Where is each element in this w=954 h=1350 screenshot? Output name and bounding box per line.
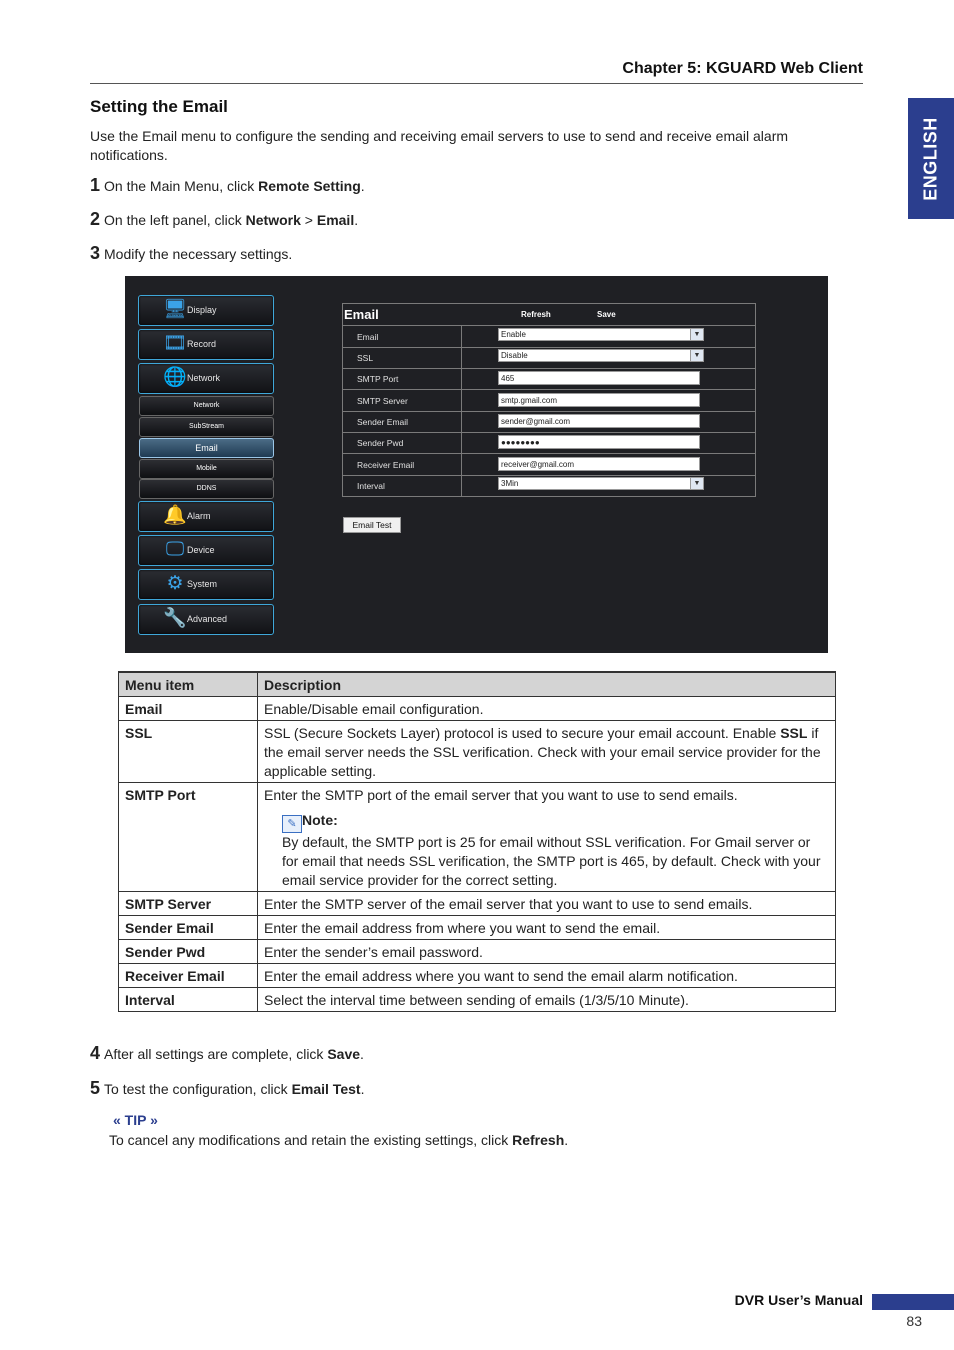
subnav-network[interactable]: Network [139, 396, 274, 416]
network-globe-icon: 🌐 [163, 367, 187, 388]
language-tab-label: ENGLISH [920, 116, 941, 201]
table-row: Email Enable/Disable email configuration. [119, 697, 836, 721]
interval-select[interactable]: 3Min ▼ [498, 477, 704, 490]
gear-icon: ⚙ [166, 573, 184, 594]
note-label: Note: [302, 812, 338, 828]
chevron-down-icon: ▼ [690, 350, 703, 361]
table-header-row [119, 672, 836, 697]
note-icon: ✎ [282, 815, 302, 833]
nav-system-button[interactable]: ⚙ System [138, 569, 274, 600]
nav-device-button[interactable]: 🖵 Device [138, 535, 274, 566]
row-smtp-port: SMTP Port 465 [343, 368, 755, 390]
receiver-email-input[interactable]: receiver@gmail.com [498, 457, 700, 471]
row-interval: Interval 3Min ▼ [343, 475, 755, 496]
subnav-substream[interactable]: SubStream [139, 417, 274, 437]
table-row: Interval Select the interval time between sending of emails (1/3/5/10 Minute). [119, 988, 836, 1012]
table-row: SSL SSL (Secure Sockets Layer) protocol is used to secure your email account. Enable SSL if the email server needs the SSL verification. Check with your email service provider for the applicable setting. [119, 721, 836, 783]
form-title: Email [344, 307, 379, 322]
step-5: 5 To test the configuration, click Email Test. [90, 1078, 365, 1098]
page-number: 83 [906, 1313, 922, 1329]
table-header-menu-item: Menu item [119, 672, 258, 697]
table-row: Receiver Email Enter the email address where you want to send the email alarm notification. [119, 964, 836, 988]
subnav-email[interactable]: Email [139, 438, 274, 458]
header-rule [90, 83, 863, 84]
footer-manual-title: DVR User’s Manual [734, 1292, 863, 1308]
save-button[interactable]: Save [597, 310, 616, 319]
table-row: Sender Pwd Enter the sender’s email password. [119, 940, 836, 964]
alarm-icon: 🔔 [163, 505, 187, 526]
dvr-email-screenshot [125, 276, 828, 653]
device-icon: 🖵 [165, 539, 185, 560]
note-text: By default, the SMTP port is 25 for email without SSL verification. For Gmail server or for email that needs SSL verification, the SMTP port is 465, by default. Check with your email service provider for the correct setting. [282, 834, 821, 888]
ssl-select[interactable]: Disable ▼ [498, 349, 704, 362]
refresh-button[interactable]: Refresh [521, 310, 551, 319]
nav-advanced-button[interactable]: 🔧 Advanced [138, 604, 274, 635]
chevron-down-icon: ▼ [690, 329, 703, 340]
chevron-down-icon: ▼ [690, 478, 703, 489]
sender-email-input[interactable]: sender@gmail.com [498, 414, 700, 428]
nav-alarm-button[interactable]: 🔔 Alarm [138, 501, 274, 532]
smtp-port-input[interactable]: 465 [498, 371, 700, 385]
table-header-description: Description [258, 672, 836, 697]
row-sender-pwd: Sender Pwd ●●●●●●●● [343, 432, 755, 454]
monitor-icon: 🖥 [163, 299, 188, 320]
row-receiver-email: Receiver Email receiver@gmail.com [343, 454, 755, 476]
row-ssl: SSL Disable ▼ [343, 347, 755, 369]
step-3: 3 Modify the necessary settings. [90, 243, 293, 263]
table-row: SMTP Server Enter the SMTP server of the email server that you want to use to send emails. [119, 892, 836, 916]
row-smtp-server: SMTP Server smtp.gmail.com [343, 390, 755, 412]
step-4: 4 After all settings are complete, click Save. [90, 1043, 364, 1063]
tip-text: To cancel any modifications and retain the existing settings, click Refresh. [109, 1132, 569, 1148]
section-intro: Use the Email menu to configure the sending and receiving email servers to use to send and receive email alarm notifications. [90, 128, 789, 163]
step-2: 2 On the left panel, click Network > Email. [90, 209, 359, 229]
footer-bar [872, 1294, 954, 1310]
language-tab [908, 98, 954, 219]
form-header [343, 304, 755, 326]
subnav-ddns[interactable]: DDNS [139, 479, 274, 499]
table-row: SMTP Port Enter the SMTP port of the email server that you want to use to send emails. ✎ Note: By default, the SMTP port is 25 for email without SSL verification. For Gmail server or for email that needs SSL verification, the SMTP port is 465, by default. Check with your email service provider for the correct setting. [119, 783, 836, 892]
nav-display-button[interactable]: 🖥 Display [138, 295, 274, 326]
nav-record-button[interactable]: 🎞 Record [138, 329, 274, 360]
note-block [264, 811, 829, 890]
subnav-mobile[interactable]: Mobile [139, 459, 274, 479]
row-sender-email: Sender Email sender@gmail.com [343, 411, 755, 433]
smtp-server-input[interactable]: smtp.gmail.com [498, 393, 700, 407]
step-1: 1 On the Main Menu, click Remote Setting. [90, 175, 365, 195]
table-row: Sender Email Enter the email address from where you want to send the email. [119, 916, 836, 940]
chapter-heading: Chapter 5: KGUARD Web Client [622, 60, 863, 77]
tools-icon: 🔧 [163, 608, 187, 629]
sender-pwd-input[interactable]: ●●●●●●●● [498, 435, 700, 449]
row-email: Email Enable ▼ [343, 326, 755, 348]
email-settings-form [342, 303, 756, 497]
menu-description-table [118, 671, 836, 1012]
email-select[interactable]: Enable ▼ [498, 328, 704, 341]
record-icon: 🎞 [163, 333, 188, 354]
nav-network-button[interactable]: 🌐 Network [138, 363, 274, 394]
email-test-button[interactable]: Email Test [343, 517, 401, 533]
section-title: Setting the Email [90, 97, 228, 116]
tip-label: « TIP » [113, 1112, 158, 1128]
